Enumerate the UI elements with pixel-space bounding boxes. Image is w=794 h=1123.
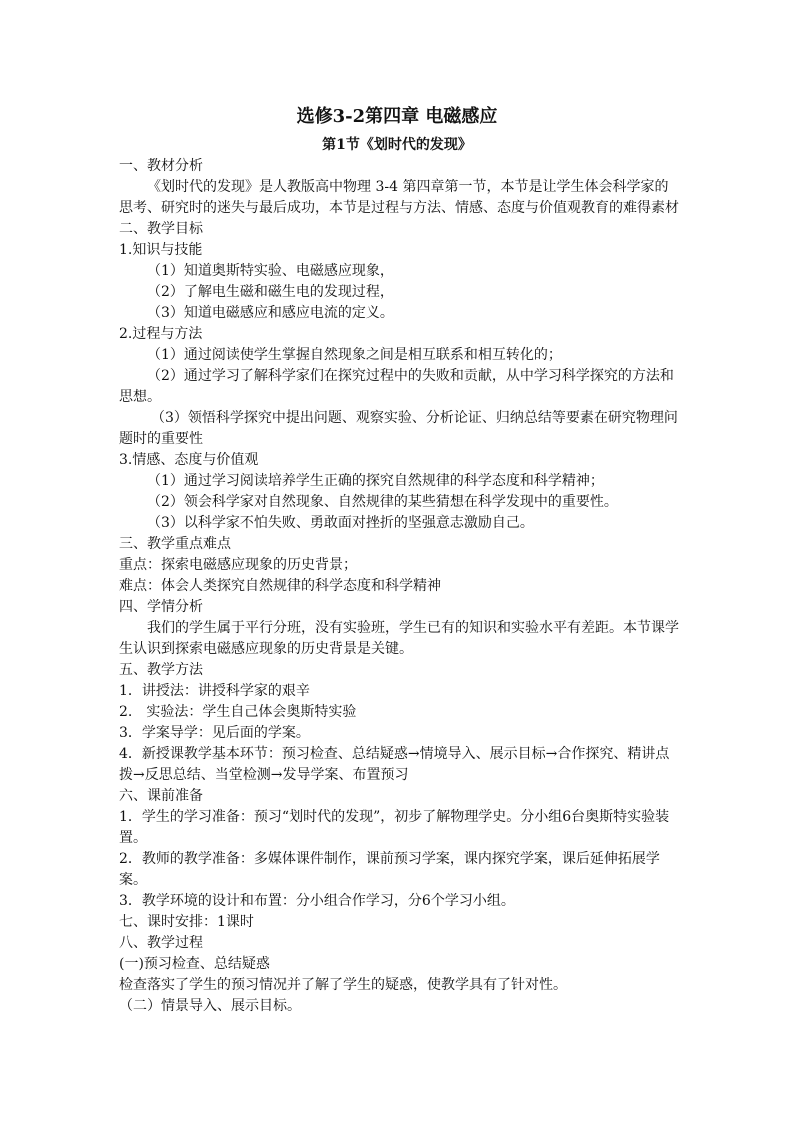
list-item: （3）知道电磁感应和感应电流的定义。 bbox=[147, 305, 394, 321]
list-item: （1）通过阅读使学生掌握自然现象之间是相互联系和相互转化的； bbox=[147, 347, 562, 363]
section-heading: 五、教学方法 bbox=[119, 662, 203, 678]
list-item: （3）领悟科学探究中提出问题、观察实验、分析论证、归纳总结等要素在研究物理问题时的重要性 bbox=[119, 410, 678, 447]
list-item: 1．讲授法：讲授科学家的艰辛 bbox=[119, 683, 310, 699]
section-heading: 七、课时安排：1课时 bbox=[119, 914, 254, 930]
list-item: （2）领会科学家对自然现象、自然规律的某些猜想在科学发现中的重要性。 bbox=[147, 494, 618, 510]
document-subtitle: 第1节《划时代的发现》 bbox=[322, 137, 472, 153]
list-item: 2. 实验法：学生自己体会奥斯特实验 bbox=[119, 704, 357, 720]
paragraph: 我们的学生属于平行分班，没有实验班，学生已有的知识和实验水平有差距。本节课学生认识到探索电磁感应现象的历史背景是关键。 bbox=[119, 620, 679, 657]
document-title: 选修3-2第四章 电磁感应 bbox=[296, 106, 498, 127]
list-item: 4．新授课教学基本环节：预习检查、总结疑惑→情境导入、展示目标→合作探究、精讲点拨→反思总结、当堂检测→发导学案、布置预习 bbox=[119, 746, 670, 783]
list-item: （2）通过学习了解科学家们在探究过程中的失败和贡献，从中学习科学探究的方法和思想。 bbox=[119, 368, 674, 405]
subsection-heading: （二）情景导入、展示目标。 bbox=[119, 998, 301, 1014]
paragraph: 难点：体会人类探究自然规律的科学态度和科学精神 bbox=[119, 578, 441, 594]
paragraph: 检查落实了学生的预习情况并了解了学生的疑惑，使教学具有了针对性。 bbox=[119, 977, 567, 993]
list-item: 1．学生的学习准备：预习“划时代的发现”，初步了解物理学史。分小组6台奥斯特实验装置。 bbox=[119, 809, 670, 846]
subsection-heading: 1.知识与技能 bbox=[119, 242, 203, 258]
subsection-heading: (一)预习检查、总结疑惑 bbox=[119, 956, 270, 972]
section-heading: 六、课前准备 bbox=[119, 788, 203, 804]
section-heading: 四、学情分析 bbox=[119, 599, 203, 615]
list-item: 3．教学环境的设计和布置：分小组合作学习，分6个学习小组。 bbox=[119, 893, 515, 909]
list-item: （1）通过学习阅读培养学生正确的探究自然规律的科学态度和科学精神； bbox=[147, 473, 604, 489]
section-heading: 二、教学目标 bbox=[119, 221, 203, 237]
section-heading: 三、教学重点难点 bbox=[119, 536, 231, 552]
section-heading: 八、教学过程 bbox=[119, 935, 203, 951]
subsection-heading: 2.过程与方法 bbox=[119, 326, 203, 342]
list-item: （1）知道奥斯特实验、电磁感应现象， bbox=[147, 263, 394, 279]
document-body bbox=[119, 156, 679, 1017]
list-item: （2）了解电生磁和磁生电的发现过程， bbox=[147, 284, 394, 300]
subsection-heading: 3.情感、态度与价值观 bbox=[119, 452, 259, 468]
list-item: 3．学案导学：见后面的学案。 bbox=[119, 725, 310, 741]
list-item: 2．教师的教学准备：多媒体课件制作，课前预习学案，课内探究学案，课后延伸拓展学案。 bbox=[119, 851, 660, 888]
paragraph: 重点：探索电磁感应现象的历史背景； bbox=[119, 557, 357, 573]
section-heading: 一、教材分析 bbox=[119, 158, 203, 174]
paragraph: 《划时代的发现》是人教版高中物理 3-4 第四章第一节，本节是让学生体会科学家的思考、研究时的迷失与最后成功，本节是过程与方法、情感、态度与价值观教育的难得素材 bbox=[119, 179, 679, 216]
list-item: （3）以科学家不怕失败、勇敢面对挫折的坚强意志激励自己。 bbox=[147, 515, 534, 531]
